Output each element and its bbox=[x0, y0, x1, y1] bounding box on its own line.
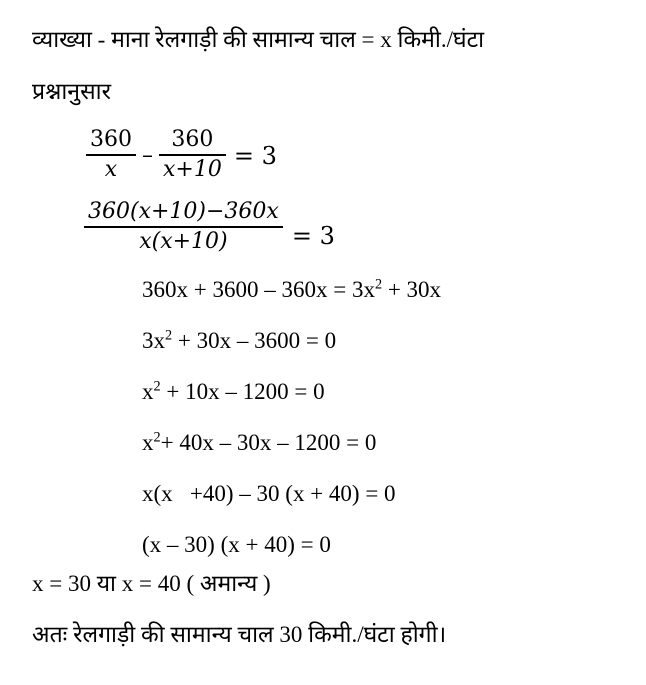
explanation-line: व्याख्या - माना रेलगाड़ी की सामान्य चाल = x किमी./घंटा bbox=[32, 27, 485, 52]
step-base: x bbox=[142, 430, 154, 455]
step-base: x bbox=[142, 379, 154, 404]
step-base: (x – 30) (x + 40) = 0 bbox=[142, 532, 331, 557]
fraction-numerator: 360(x+10)−360x bbox=[88, 199, 279, 224]
fraction-denominator: x+10 bbox=[163, 156, 222, 182]
minus-operator: – bbox=[142, 143, 153, 169]
fraction-bar bbox=[159, 154, 226, 156]
step-after: + 30x – 3600 = 0 bbox=[172, 328, 337, 353]
step-after: + 30x bbox=[382, 277, 442, 302]
step-after: + 40x – 30x – 1200 = 0 bbox=[160, 430, 377, 455]
algebra-step bbox=[142, 277, 441, 302]
fraction-360-over-x-plus-10 bbox=[159, 128, 226, 182]
equation-fraction-difference bbox=[86, 128, 277, 182]
fraction-bar bbox=[84, 226, 283, 228]
step-base: 360x + 3600 – 360x = 3x bbox=[142, 277, 375, 302]
conclusion-line: अतः रेलगाड़ी की सामान्य चाल 30 किमी./घंटा होगी। bbox=[32, 622, 447, 647]
fraction-bar bbox=[86, 154, 136, 156]
fraction-numerator: 360 bbox=[90, 127, 132, 152]
step-base: 3x bbox=[142, 328, 165, 353]
equation-combined-fraction bbox=[84, 200, 335, 254]
according-to-question-label: प्रश्नानुसार bbox=[32, 79, 111, 104]
step-after: + 10x – 1200 = 0 bbox=[160, 379, 325, 404]
equals-three: = 3 bbox=[233, 141, 277, 170]
step-base: x(x +40) – 30 (x + 40) = 0 bbox=[142, 481, 396, 506]
roots-line: x = 30 या x = 40 ( अमान्य ) bbox=[32, 571, 271, 596]
algebra-step bbox=[142, 532, 331, 557]
step-exponent: 2 bbox=[374, 276, 383, 293]
fraction-denominator: x bbox=[104, 156, 118, 182]
step-exponent: 2 bbox=[153, 378, 161, 395]
fraction-360-over-x bbox=[86, 128, 136, 182]
fraction-numerator: 360 bbox=[171, 127, 214, 152]
fraction-denominator: x(x+10) bbox=[139, 228, 228, 254]
algebra-step bbox=[142, 379, 325, 404]
algebra-step bbox=[142, 430, 376, 455]
step-exponent: 2 bbox=[165, 327, 173, 344]
algebra-step bbox=[142, 328, 336, 353]
step-exponent: 2 bbox=[153, 429, 161, 446]
combined-fraction bbox=[84, 200, 283, 254]
equals-three: = 3 bbox=[291, 221, 335, 250]
algebra-step bbox=[142, 481, 396, 506]
